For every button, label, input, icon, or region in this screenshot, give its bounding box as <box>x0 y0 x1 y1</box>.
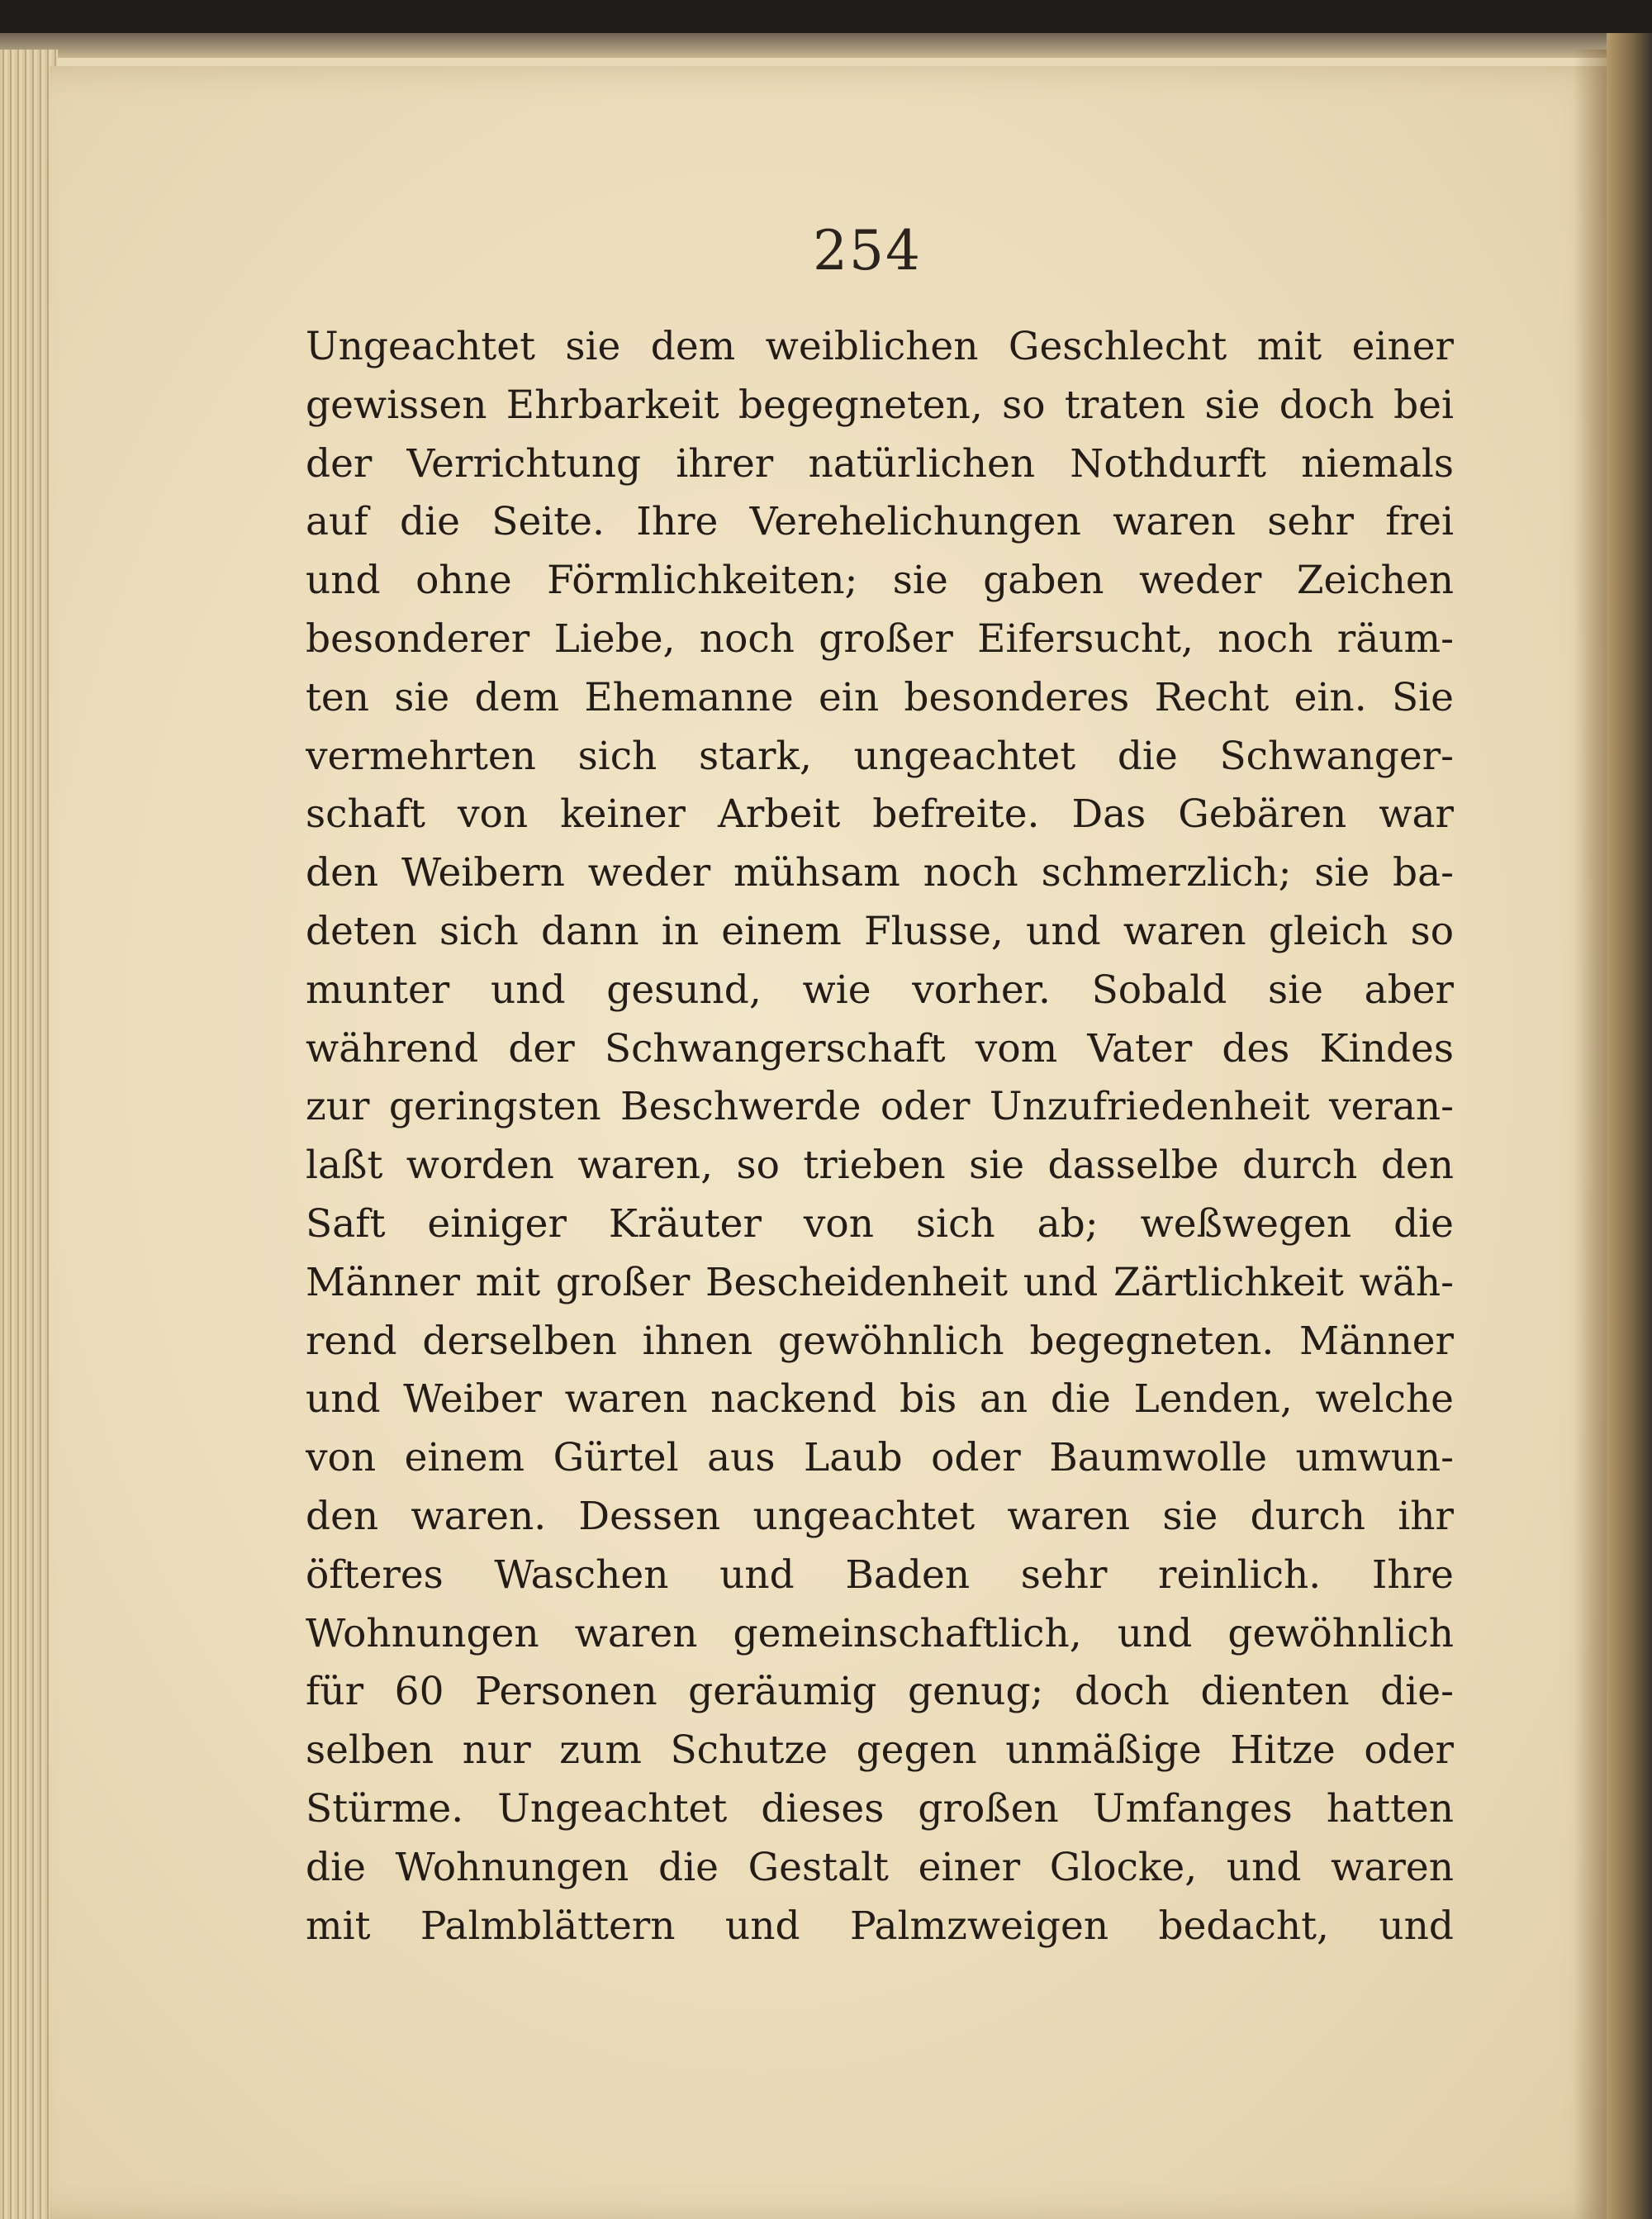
body-text <box>306 318 1454 1955</box>
text-line: vermehrten sich stark, ungeachtet die Schwanger- <box>306 733 1454 779</box>
text-line: und Weiber waren nackend bis an die Lenden, welche <box>306 1376 1454 1423</box>
gutter-shadow <box>1574 50 1607 2219</box>
book-spine <box>1607 33 1652 2219</box>
page-number: 254 <box>813 219 922 283</box>
text-line: auf die Seite. Ihre Verehelichungen waren sehr frei <box>306 499 1454 545</box>
text-line: gewissen Ehrbarkeit begegneten, so traten sie doch bei <box>306 382 1454 428</box>
text-line: Saft einiger Kräuter von sich ab; weßwegen die <box>306 1200 1454 1247</box>
text-line: die Wohnungen die Gestalt einer Glocke, und waren <box>306 1844 1454 1890</box>
text-line: von einem Gürtel aus Laub oder Baumwolle umwun- <box>306 1435 1454 1481</box>
text-line: zur geringsten Beschwerde oder Unzufriedenheit veran- <box>306 1084 1454 1130</box>
text-line: Männer mit großer Bescheidenheit und Zärtlichkeit wäh- <box>306 1259 1454 1305</box>
text-line: und ohne Förmlichkeiten; sie gaben weder Zeichen <box>306 558 1454 604</box>
text-line: den Weibern weder mühsam noch schmerzlich; sie ba- <box>306 850 1454 896</box>
text-line: besonderer Liebe, noch großer Eifersucht, noch räum- <box>306 615 1454 662</box>
text-line: Stürme. Ungeachtet dieses großen Umfanges hatten <box>306 1785 1454 1832</box>
text-line: Wohnungen waren gemeinschaftlich, und gewöhnlich <box>306 1610 1454 1656</box>
text-line: der Verrichtung ihrer natürlichen Nothdurft niemals <box>306 440 1454 487</box>
text-line: Ungeachtet sie dem weiblichen Geschlecht mit einer <box>306 324 1454 369</box>
text-line: munter und gesund, wie vorher. Sobald sie aber <box>306 967 1454 1013</box>
text-line: den waren. Dessen ungeachtet waren sie durch ihr <box>306 1493 1454 1539</box>
text-line: öfteres Waschen und Baden sehr reinlich. Ihre <box>306 1551 1454 1598</box>
text-line: selben nur zum Schutze gegen unmäßige Hitze oder <box>306 1727 1454 1774</box>
text-line: laßt worden waren, so trieben sie dasselbe durch den <box>306 1143 1454 1189</box>
text-line: schaft von keiner Arbeit befreite. Das Gebären war <box>306 791 1454 838</box>
text-line: ten sie dem Ehemanne ein besonderes Recht ein. Sie <box>306 674 1454 720</box>
top-binding <box>0 33 1652 58</box>
text-line: deten sich dann in einem Flusse, und waren gleich so <box>306 908 1454 954</box>
text-line: rend derselben ihnen gewöhnlich begegneten. Männer <box>306 1318 1454 1364</box>
text-line: während der Schwangerschaft vom Vater des Kindes <box>306 1025 1454 1071</box>
text-line: für 60 Personen geräumig genug; doch dienten die- <box>306 1669 1454 1715</box>
text-line: mit Palmblättern und Palmzweigen bedacht, und <box>306 1903 1454 1949</box>
